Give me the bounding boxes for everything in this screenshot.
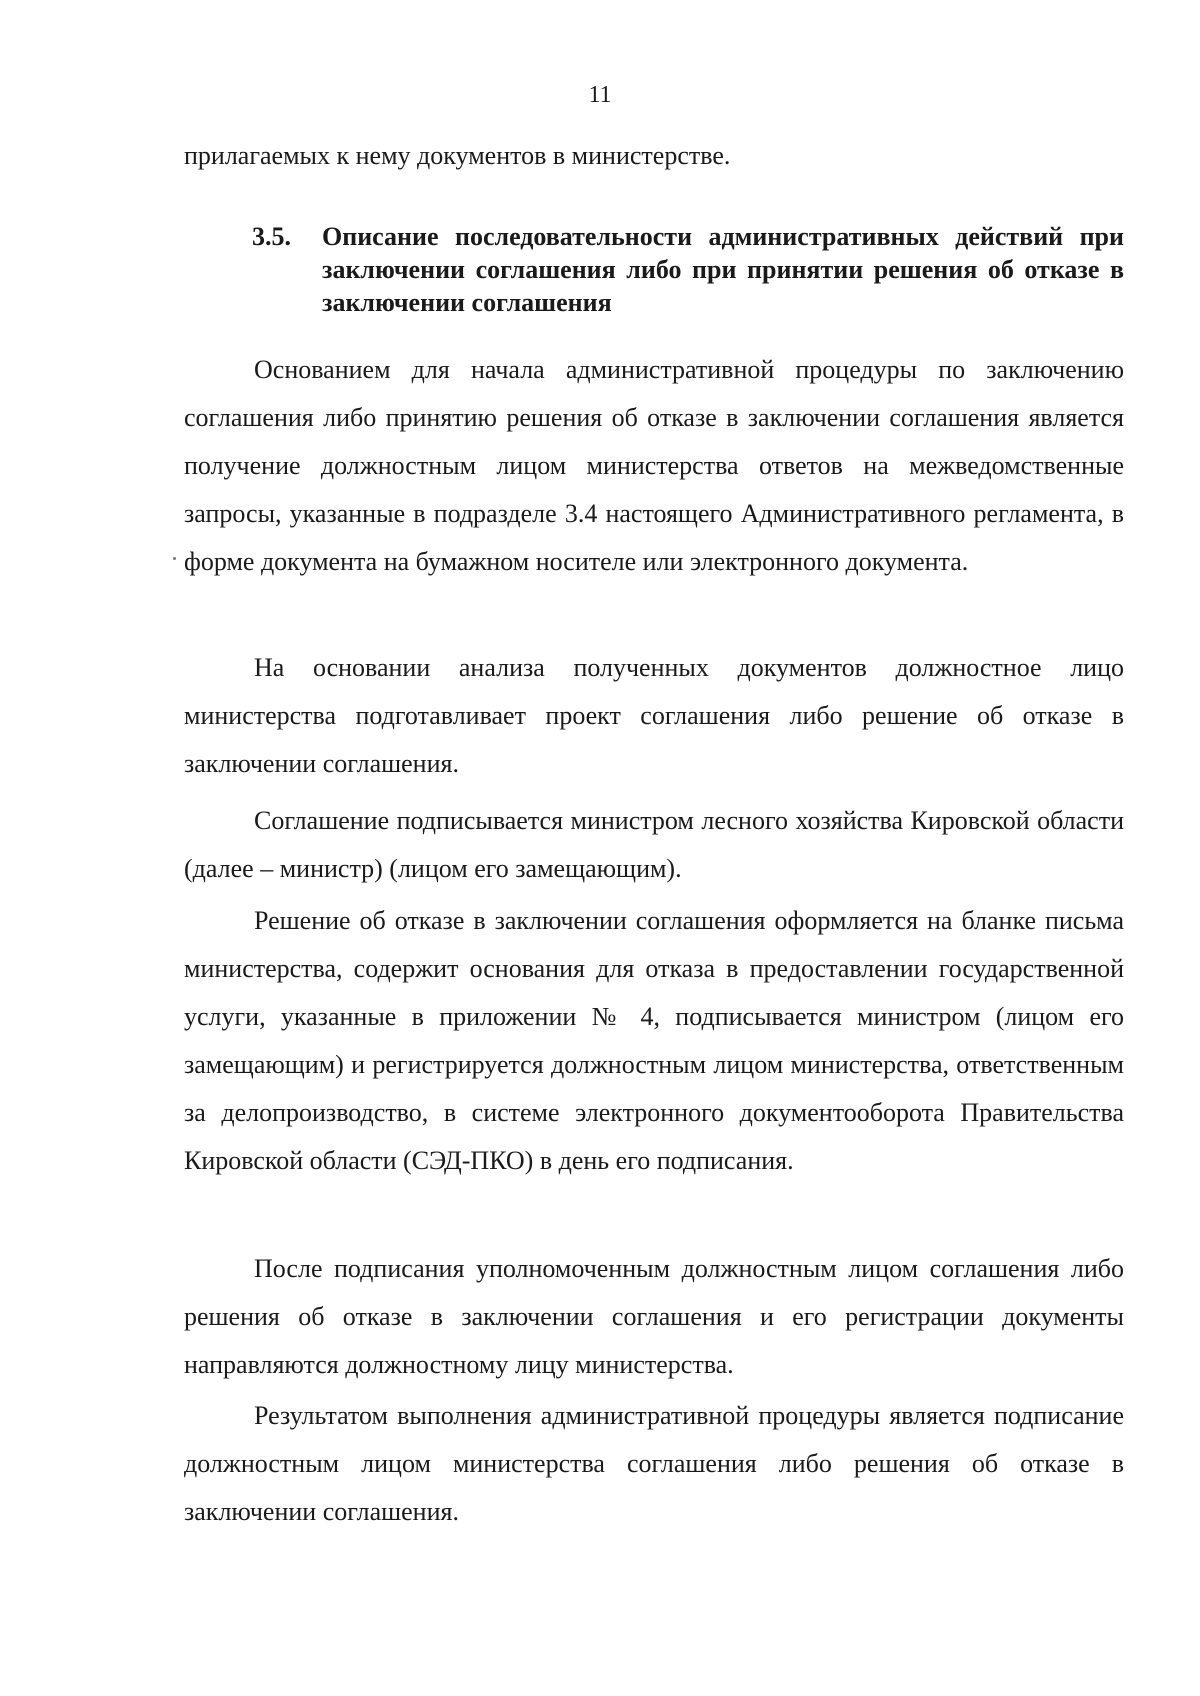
section-title: Описание последовательности административных действий при заключении соглашения либо при принятии решения об отказе в заключении соглашения: [322, 222, 1124, 317]
section-number: 3.5.: [252, 222, 291, 251]
scan-speck: [173, 557, 176, 560]
section-heading: [184, 220, 1124, 319]
paragraph-basis: Основанием для начала административной процедуры по заключению соглашения либо принятию решения об отказе в заключении соглашения является получение должностным лицом министерства ответов на межведомственные запросы, указанные в подразделе 3.4 настоящего Административного регламента, в форме документа на бумажном носителе или электронного документа.: [184, 355, 1124, 576]
page-number: 11: [588, 82, 612, 108]
paragraph-result: Результатом выполнения административной процедуры является подписание должностным лицом министерства соглашения либо решения об отказе в заключении соглашения.: [184, 1401, 1124, 1526]
paragraph-refusal: Решение об отказе в заключении соглашения оформляется на бланке письма министерства, содержит основания для отказа в предоставлении государственной услуги, указанные в приложении № 4, подписывается министром (лицом его замещающим) и регистрируется должностным лицом министерства, ответственным за делопроизводство, в системе электронного документооборота Правительства Кировской области (СЭД-ПКО) в день его подписания.: [184, 906, 1124, 1175]
paragraph-after-signing: После подписания уполномоченным должностным лицом соглашения либо решения об отказе в заключении соглашения и его регистрации документы направляются должностному лицу министерства.: [184, 1254, 1124, 1379]
continuation-text: прилагаемых к нему документов в министерстве.: [184, 141, 731, 170]
paragraph-analysis: На основании анализа полученных документов должностное лицо министерства подготавливает проект соглашения либо решение об отказе в заключении соглашения.: [184, 653, 1124, 778]
paragraph-signing: Соглашение подписывается министром лесного хозяйства Кировской области (далее – министр) (лицом его замещающим).: [184, 806, 1124, 883]
